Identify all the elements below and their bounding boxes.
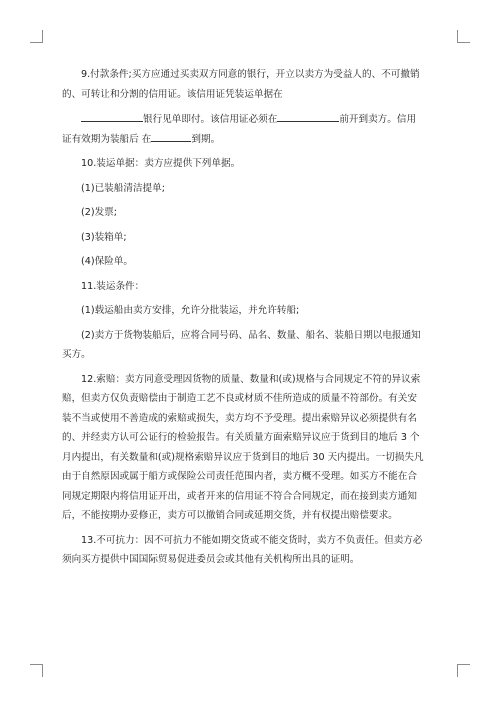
clause-10-item: (1)已装船清洁提单; <box>81 182 165 194</box>
clause-9-line-3-mid: 银行见单即付。该信用证必须在 <box>143 114 278 125</box>
bank-blank[interactable] <box>81 110 143 122</box>
clause-13-line: 须向买方提供中国国际贸易促进委员会或其他有关机构所出具的证明。 <box>62 554 360 565</box>
clause-9-line-1: 9.付款条件;买方应通过买卖双方同意的银行，开立以卖方为受益人的、不可撤销 <box>81 69 420 80</box>
clause-12-line: 月内提出，有关数量和(或)规格索赔异议应于货到目的地后 30 天内提出。一切损失凡 <box>62 451 424 463</box>
validity-blank[interactable] <box>151 130 191 142</box>
clause-10-heading: 10.装运单据：卖方应提供下列单据。 <box>81 158 241 169</box>
clause-9-line-4-end: 到期。 <box>191 133 221 145</box>
clause-11-item-2-line-2: 买方。 <box>62 349 91 360</box>
clause-10-item: (4)保险单。 <box>81 256 133 267</box>
clause-9-line-4-start: 证有效期为装船后 在 <box>62 133 152 145</box>
crop-mark-bottom-left <box>30 664 43 677</box>
clause-12-line: 12.索赔：卖方同意受理因货物的质量、数量和(或)规格与合同规定不符的异议索 <box>81 373 421 385</box>
clause-10-item: (2)发票; <box>81 207 118 218</box>
clause-12-line: 赔，但卖方仅负责赔偿由于制造工艺不良或材质不佳所造成的质量不符部份。有关安 <box>62 393 417 404</box>
clause-9-line-3 <box>62 110 440 130</box>
clause-11-item-2-line-1: (2)卖方于货物装船后，应将合同号码、品名、数量、船名、装船日期以电报通知 <box>81 329 421 341</box>
clause-12-line: 由于自然原因或属于船方或保险公司责任范围内者，卖方概不受理。如买方不能在合 <box>62 471 417 482</box>
crop-mark-top-right <box>457 30 470 43</box>
clause-12-line: 装不当或使用不善造成的索赔或损失，卖方均不予受理。提出索赔异议必须提供有名 <box>62 412 417 424</box>
clause-12-line: 同规定期限内将信用证开出，或者开来的信用证不符合合同规定，而在接到卖方通知 <box>62 490 417 502</box>
crop-mark-top-left <box>30 30 43 43</box>
clause-11-item-1: (1)载运船由卖方安排，允许分批装运，并允许转船; <box>81 305 300 316</box>
document-body <box>62 65 440 570</box>
clause-12-line: 后，不能按期办妥修正，卖方可以撤销合同或延期交货，并有权提出赔偿要求。 <box>62 510 398 521</box>
clause-11-heading: 11.装运条件： <box>81 280 145 292</box>
clause-9-line-3-end: 前开到卖方。信用 <box>339 114 417 125</box>
clause-9-line-4 <box>62 130 440 150</box>
clause-10-item: (3)装箱单; <box>81 231 127 243</box>
clause-9-line-2: 的、可转让和分割的信用证。该信用证凭装运单据在 <box>62 88 283 100</box>
date-blank[interactable] <box>277 110 339 122</box>
clause-13-line: 13.不可抗力：因不可抗力不能如期交货或不能交货时，卖方不负责任。但卖方必 <box>81 534 423 546</box>
crop-mark-bottom-right <box>457 664 470 677</box>
clause-12-line: 的、并经卖方认可公证行的检验报告。有关质量方面索赔异议应于货到目的地后 3 个 <box>62 432 420 443</box>
